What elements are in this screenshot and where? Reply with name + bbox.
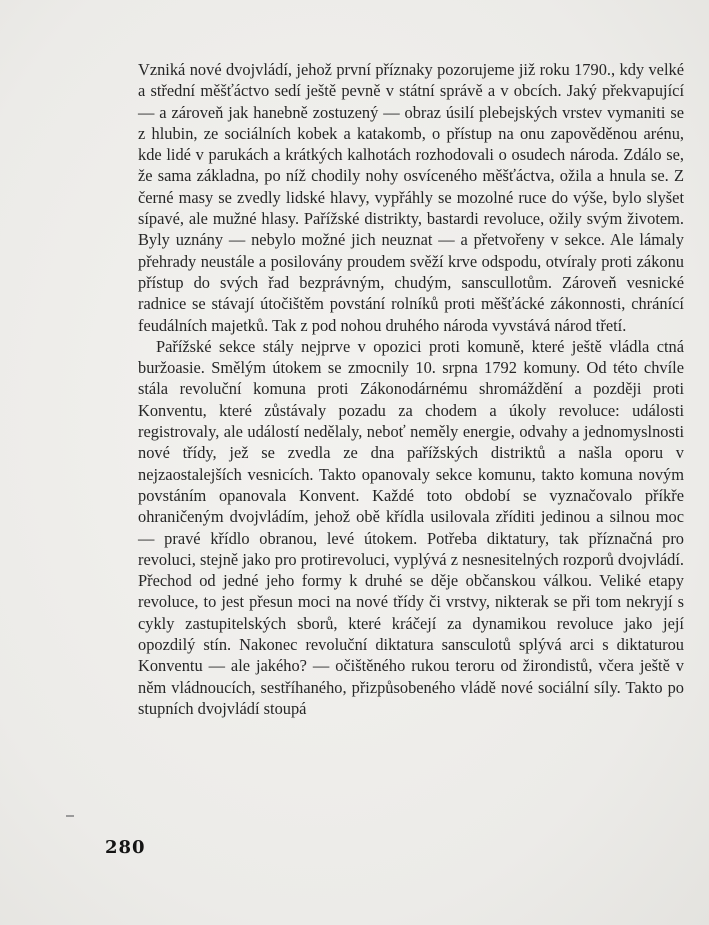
margin-mark [66,815,74,817]
paragraph-1: Vzniká nové dvojvládí, jehož první příznaky pozorujeme již roku 1790., kdy velké a střední měšťáctvo sedí ještě pevně v státní správě a v obcích. Jaký překvapující — a zároveň jak hanebně zostuzený — obraz úsilí plebejských vrstev vymaniti se z hlubin, ze sociálních kobek a katakomb, o přístup na onu zapověděnou arénu, kde lidé v parukách a krátkých kalhotách rozhodovali o osudech národa. Zdálo se, že sama základna, po níž chodily nohy osvíceného měšťáctva, ožila a hnula se. Z černé masy se zvedly lidské hlavy, vypřáhly se mozolné ruce do výše, bylo slyšet sípavé, ale mužné hlasy. Pařížské distrikty, bastardi revoluce, ožily svým životem. Byly uznány — nebylo možné jich neuznat — a přetvořeny v sekce. Ale lámaly přehrady neustále a posilovány proudem svěží krve odspodu, otvíraly proti zákonu přístup do svých řad bezprávným, chudým, sanscullotům. Zároveň vesnické radnice se stávají útočištěm povstání rolníků proti měšťácké zákonnosti, chránící feudálních majetků. Tak z pod nohou druhého národa vyvstává národ třetí. [138,60,684,335]
paragraph-2: Pařížské sekce stály nejprve v opozici proti komuně, které ještě vládla ctná buržoasie. Smělým útokem se zmocnily 10. srpna 1792 komuny. Od této chvíle stála revoluční komuna proti Zákonodárnému shromáždění a později proti Konventu, které zůstávaly pozadu za chodem a úkoly revoluce: události registrovaly, ale událostí nedělaly, neboť neměly energie, odvahy a jednomyslnosti nové třídy, jež se zvedla ze dna pařížských distriktů a našla oporu v nejzaostalejších vesnicích. Takto opanovaly sekce komunu, takto komuna novým povstáním opanovala Konvent. Každé toto období se vyznačovalo příkře ohraničeným dvojvládím, jehož obě křídla usilovala zříditi jedinou a silnou moc — pravé křídlo obranou, levé útokem. Potřeba diktatury, tak příznačná pro revoluci, stejně jako pro protirevoluci, vyplývá z nesnesitelných rozporů dvojvládí. Přechod od jedné jeho formy k druhé se děje občanskou válkou. Veliké etapy revoluce, to jest přesun moci na nové třídy či vrstvy, nikterak se při tom nekryjí s cykly zastupitelských sborů, které kráčejí za dynamikou revoluce jako její opozdilý stín. Nakonec revoluční diktatura sansculotů splývá arci s diktaturou Konventu — ale jakého? — očištěného rukou teroru od žirondistů, včera ještě v něm vládnoucích, sestříhaného, přizpůsobeného vládě nové sociální síly. Takto po stupních dvojvládí stoupá [138,336,684,718]
body-text [138,59,684,719]
page-number: 280 [105,837,146,858]
